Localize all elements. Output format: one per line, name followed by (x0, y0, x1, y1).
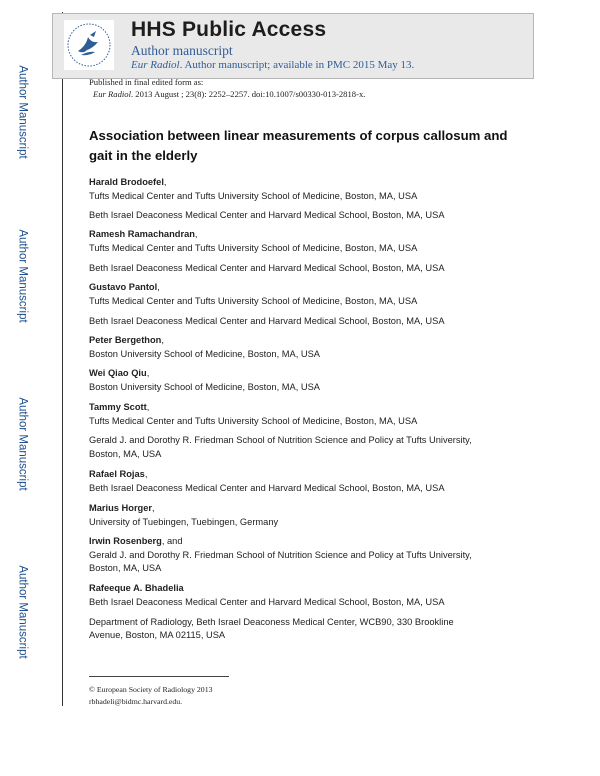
affiliation-line: Beth Israel Deaconess Medical Center and Harvard Medical School, Boston, MA, USA (89, 483, 445, 493)
affiliation-line: Beth Israel Deaconess Medical Center and Harvard Medical School, Boston, MA, USA (89, 263, 445, 273)
author-line: Marius Horger, (89, 503, 155, 513)
affiliation-line: Boston University School of Medicine, Boston, MA, USA (89, 382, 320, 392)
author-line: Ramesh Ramachandran, (89, 229, 198, 239)
affiliation-line: Tufts Medical Center and Tufts University School of Medicine, Boston, MA, USA (89, 296, 418, 306)
affiliation-line: Beth Israel Deaconess Medical Center and Harvard Medical School, Boston, MA, USA (89, 316, 445, 326)
footnote-divider (89, 676, 229, 677)
published-label: Published in final edited form as: (89, 77, 204, 87)
margin-divider (62, 12, 63, 706)
author-line: Harald Brodoefel, (89, 177, 167, 187)
correspondence-email: rbhadeli@bidmc.harvard.edu. (89, 697, 183, 706)
side-label-author-manuscript-1: Author Manuscript (17, 65, 30, 159)
article-title: Association between linear measurements of corpus callosum and gait in the elderly (89, 128, 508, 163)
hhs-eagle-logo-icon (64, 20, 114, 70)
author-line: Irwin Rosenberg, and (89, 536, 183, 546)
affiliation-line: Boston University School of Medicine, Boston, MA, USA (89, 349, 320, 359)
affiliation-line: Tufts Medical Center and Tufts University School of Medicine, Boston, MA, USA (89, 243, 418, 253)
availability-line: Eur Radiol. Author manuscript; available in PMC 2015 May 13. (131, 59, 415, 71)
author-line: Wei Qiao Qiu, (89, 368, 150, 378)
hhs-public-access-title: HHS Public Access (131, 18, 327, 41)
author-line: Peter Bergethon, (89, 335, 164, 345)
author-manuscript-label: Author manuscript (131, 43, 233, 58)
affiliation-line: Boston, MA, USA (89, 563, 162, 573)
side-label-author-manuscript-2: Author Manuscript (17, 229, 30, 323)
affiliation-line: Tufts Medical Center and Tufts University School of Medicine, Boston, MA, USA (89, 416, 418, 426)
affiliation-line: Gerald J. and Dorothy R. Friedman School of Nutrition Science and Policy at Tufts University, (89, 435, 472, 445)
affiliation-line: Beth Israel Deaconess Medical Center and Harvard Medical School, Boston, MA, USA (89, 210, 445, 220)
affiliation-line: Tufts Medical Center and Tufts University School of Medicine, Boston, MA, USA (89, 191, 418, 201)
copyright-note: © European Society of Radiology 2013 (89, 685, 213, 694)
affiliation-line: Gerald J. and Dorothy R. Friedman School of Nutrition Science and Policy at Tufts University, (89, 550, 472, 560)
side-label-author-manuscript-3: Author Manuscript (17, 397, 30, 491)
author-line: Tammy Scott, (89, 402, 150, 412)
citation-line: Eur Radiol. 2013 August ; 23(8): 2252–2257. doi:10.1007/s00330-013-2818-x. (93, 88, 366, 99)
affiliation-line: University of Tuebingen, Tuebingen, Germany (89, 517, 279, 527)
author-line: Rafael Rojas, (89, 469, 148, 479)
correspondence-address: Department of Radiology, Beth Israel Deaconess Medical Center, WCB90, 330 Brookline Avenue, Boston, MA 02115, USA (89, 617, 454, 640)
publication-info (89, 77, 365, 100)
author-line: Rafeeque A. Bhadelia (89, 583, 184, 593)
author-line: Gustavo Pantol, (89, 282, 160, 292)
side-label-author-manuscript-4: Author Manuscript (17, 565, 30, 659)
affiliation-line: Boston, MA, USA (89, 449, 162, 459)
hhs-header-banner (52, 13, 534, 79)
affiliation-line: Beth Israel Deaconess Medical Center and Harvard Medical School, Boston, MA, USA (89, 597, 445, 607)
